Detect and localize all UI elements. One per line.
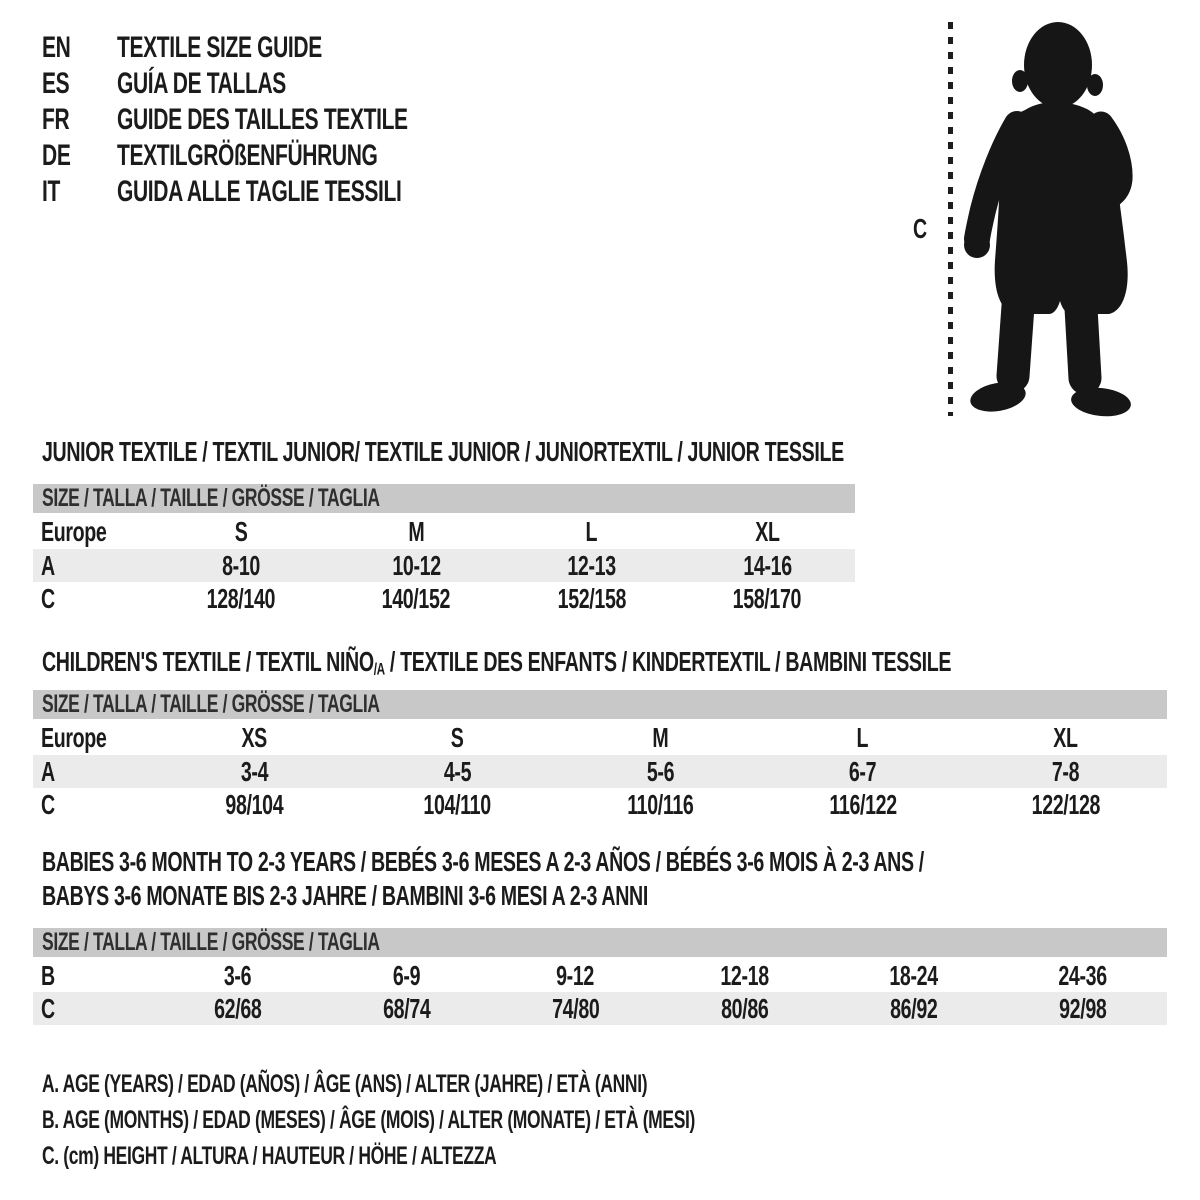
region-label-cell: Europe: [41, 722, 107, 753]
height-marker-label: C: [913, 213, 927, 244]
junior-sizes-row: [33, 515, 855, 549]
row-label-cell: C: [41, 788, 55, 820]
region-label-cell: Europe: [41, 516, 107, 547]
value-cell: 80/86: [720, 992, 769, 1024]
lang-title-en: TEXTILE SIZE GUIDE: [117, 31, 322, 64]
babies-height-cm-row: [33, 992, 1167, 1025]
children-size-header-bar: SIZE / TALLA / TAILLE / GRÖSSE / TAGLIA: [33, 690, 1167, 719]
value-cell: 122/128: [1031, 788, 1100, 820]
legend-line-c: C. (cm) HEIGHT / ALTURA / HAUTEUR / HÖHE / ALTEZZA: [42, 1141, 497, 1170]
lang-title-es: GUÍA DE TALLAS: [117, 67, 286, 100]
value-cell: 3-4: [240, 755, 269, 787]
baby-silhouette: [963, 18, 1143, 423]
value-cell: 6-9: [392, 959, 421, 991]
size-cell: L: [856, 722, 869, 753]
value-cell: 152/158: [557, 582, 626, 614]
lang-row-es: [42, 66, 532, 102]
title-subscript: /A: [373, 659, 385, 679]
value-cell: 68/74: [382, 992, 431, 1024]
lang-title-it: GUIDA ALLE TAGLIE TESSILI: [117, 175, 402, 208]
measure-legend: [42, 1066, 975, 1174]
junior-size-table: [33, 484, 855, 615]
junior-age-years-row: [33, 549, 855, 582]
legend-line-b: B. AGE (MONTHS) / EDAD (MESES) / ÂGE (MOIS) / ALTER (MONATE) / ETÀ (MESI): [42, 1105, 696, 1134]
legend-line-a: A. AGE (YEARS) / EDAD (AÑOS) / ÂGE (ANS) / ALTER (JAHRE) / ETÀ (ANNI): [42, 1069, 648, 1098]
size-cell: XS: [241, 722, 268, 753]
size-cell: S: [450, 722, 464, 753]
value-cell: 5-6: [646, 755, 674, 787]
lang-row-en: [42, 30, 532, 66]
lang-row-it: [42, 174, 532, 210]
children-sizes-row: [33, 721, 1167, 755]
height-measure-line: [948, 22, 953, 416]
size-cell: L: [585, 516, 598, 547]
value-cell: 12-13: [567, 549, 616, 581]
value-cell: 9-12: [556, 959, 595, 991]
lang-code-es: ES: [42, 67, 70, 100]
value-cell: 62/68: [213, 992, 262, 1024]
value-cell: 116/122: [829, 788, 897, 820]
junior-height-cm-row: [33, 582, 855, 615]
lang-row-de: [42, 138, 532, 174]
row-label-cell: C: [41, 582, 55, 614]
lang-code-de: DE: [42, 139, 71, 172]
row-label-cell: A: [41, 755, 55, 787]
junior-size-header-bar: SIZE / TALLA / TAILLE / GRÖSSE / TAGLIA: [33, 484, 855, 513]
size-cell: XL: [755, 516, 780, 547]
value-cell: 14-16: [743, 549, 792, 581]
children-size-table: [33, 690, 1167, 821]
size-cell: XL: [1053, 722, 1078, 753]
value-cell: 7-8: [1051, 755, 1080, 787]
lang-row-fr: [42, 102, 532, 138]
value-cell: 140/152: [382, 582, 451, 614]
lang-code-fr: FR: [42, 103, 70, 136]
babies-size-header-bar: SIZE / TALLA / TAILLE / GRÖSSE / TAGLIA: [33, 928, 1167, 957]
children-age-years-row: [33, 755, 1167, 788]
row-label-cell: A: [41, 549, 55, 581]
value-cell: 86/92: [889, 992, 938, 1024]
value-cell: 3-6: [223, 959, 252, 991]
lang-title-de: TEXTILGRÖßENFÜHRUNG: [117, 139, 378, 172]
value-cell: 98/104: [225, 788, 284, 820]
value-cell: 158/170: [733, 582, 802, 614]
value-cell: 12-18: [720, 959, 769, 991]
value-cell: 10-12: [392, 549, 441, 581]
size-cell: M: [408, 516, 425, 547]
children-height-cm-row: [33, 788, 1167, 821]
value-cell: 8-10: [221, 549, 260, 581]
row-label-cell: B: [41, 959, 55, 991]
children-section-title: CHILDREN'S TEXTILE / TEXTIL $NIÑO_{/A}$ / TEXTILE DES ENFANTS / KINDERTEXTIL / BAMBINI TESSILE: [42, 646, 952, 679]
value-cell: 6-7: [849, 755, 877, 787]
value-cell: 4-5: [443, 755, 471, 787]
value-cell: 18-24: [889, 959, 938, 991]
value-cell: 92/98: [1058, 992, 1107, 1024]
lang-code-it: IT: [42, 175, 60, 208]
language-list: [42, 30, 532, 210]
row-label-cell: C: [41, 992, 55, 1024]
value-cell: 24-36: [1058, 959, 1107, 991]
babies-size-table: [33, 928, 1167, 1025]
babies-section-title: BABIES 3-6 MONTH TO 2-3 YEARS / BEBÉS 3-6 MESES A 2-3 AÑOS / BÉBÉS 3-6 MOIS À 2-3 ANS / BABYS 3-6 MONATE BIS 2-3 JAHRE / BAMBINI 3-6 MESI A 2-3 ANNI: [42, 846, 924, 911]
lang-code-en: EN: [42, 31, 71, 64]
babies-age-months-row: [33, 959, 1167, 992]
value-cell: 104/110: [423, 788, 491, 820]
lang-title-fr: GUIDE DES TAILLES TEXTILE: [117, 103, 408, 136]
size-cell: M: [652, 722, 668, 753]
size-cell: S: [234, 516, 248, 547]
junior-section-title: JUNIOR TEXTILE / TEXTIL JUNIOR/ TEXTILE JUNIOR / JUNIORTEXTIL / JUNIOR TESSILE: [42, 436, 844, 467]
value-cell: 128/140: [206, 582, 275, 614]
value-cell: 110/116: [626, 788, 694, 820]
value-cell: 74/80: [551, 992, 600, 1024]
